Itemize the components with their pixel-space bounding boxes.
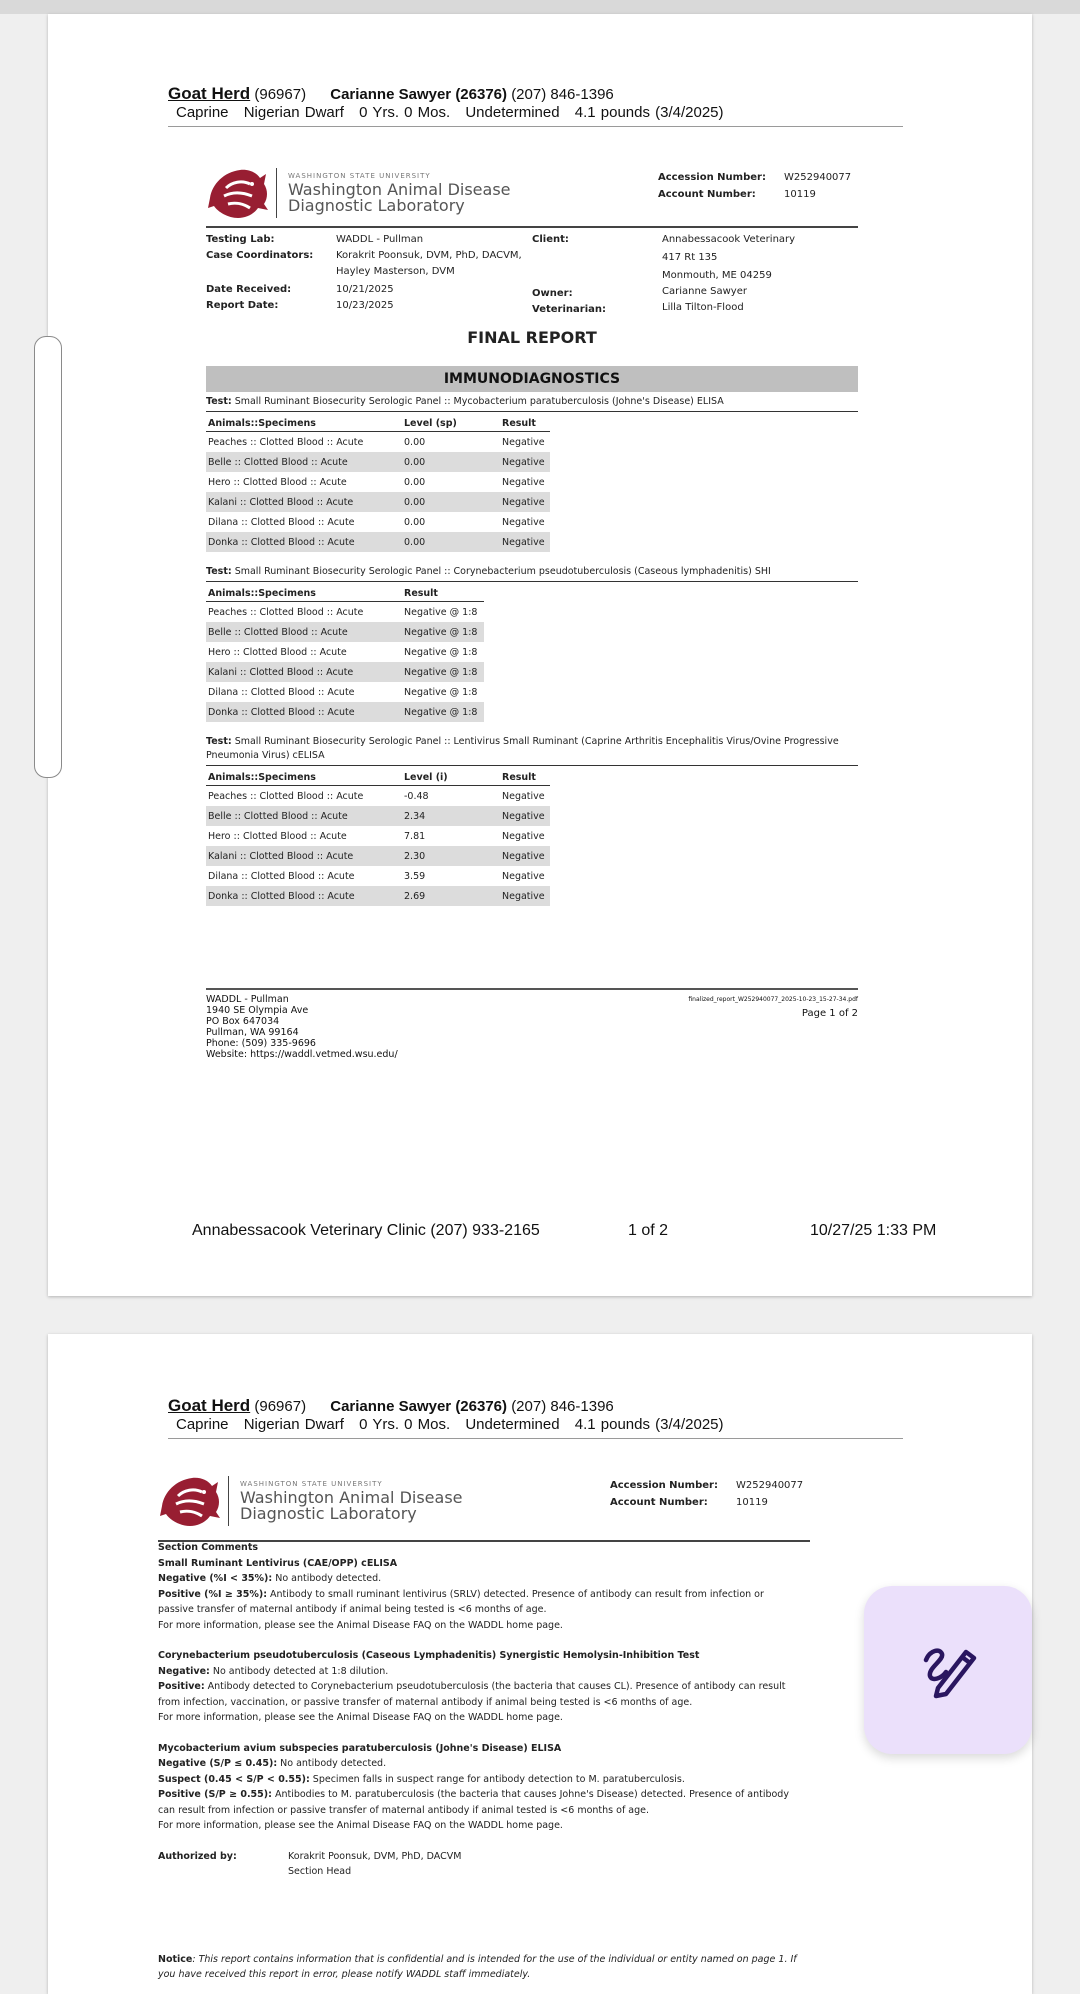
print-datetime: 10/27/25 1:33 PM [810, 1222, 937, 1239]
table-row [206, 602, 484, 623]
patient-header [168, 1392, 903, 1439]
lab-name [288, 182, 511, 214]
clinic-footer: Annabessacook Veterinary Clinic (207) 933-2165 [192, 1222, 540, 1239]
species: Caprine [176, 1416, 229, 1433]
lab-name-line1: Washington Animal Disease [288, 180, 511, 199]
report-date: 10/23/2025 [336, 300, 394, 311]
report-filename: finalized_report_W252940077_2025-10-23_15-27-34.pdf [688, 996, 858, 1003]
age: 0 Yrs. 0 Mos. [359, 1416, 451, 1433]
level-cell: 2.34 [402, 806, 500, 826]
comment-text: For more information, please see the Animal Disease FAQ on the WADDL home page. [158, 1820, 563, 1831]
report-page-number: Page 1 of 2 [801, 1008, 858, 1019]
result-cell: Negative [502, 790, 545, 802]
result-cell: Negative [502, 830, 545, 842]
account-number: 10119 [784, 189, 816, 200]
comment-block-johnes [158, 1741, 810, 1834]
specimen-cell: Peaches :: Clotted Blood :: Acute [208, 790, 364, 802]
result-cell: Negative @ 1:8 [404, 606, 478, 618]
comment-text: Antibody to small ruminant lentivirus (SRLV) detected. Presence of antibody can result from infection or [267, 1588, 764, 1600]
comment-line [158, 1664, 810, 1680]
herd-name[interactable]: Goat Herd [168, 1396, 251, 1415]
comment-title: Small Ruminant Lentivirus (CAE/OPP) cELISA [158, 1557, 398, 1569]
comment-label: Positive (%I ≥ 35%): [158, 1588, 267, 1600]
test-name: Small Ruminant Biosecurity Serologic Panel :: Corynebacterium pseudotuberculosis (Caseous lymphadenitis) SHI [234, 566, 771, 577]
wsu-cougar-logo-icon [158, 1472, 224, 1532]
level-cell: 0.00 [402, 492, 500, 512]
level-cell: 3.59 [404, 870, 426, 882]
level-cell: 0.00 [404, 476, 426, 488]
account-label: Account Number: [658, 189, 756, 200]
specimen-cell: Peaches :: Clotted Blood :: Acute [208, 606, 364, 618]
lab-report [206, 160, 858, 906]
address-line: Pullman, WA 99164 [206, 1027, 299, 1038]
account-label: Account Number: [610, 1497, 708, 1508]
coordinators-label: Case Coordinators: [206, 250, 314, 261]
report-date-label: Report Date: [206, 300, 279, 311]
table-row [206, 682, 484, 702]
specimen-cell: Dilana :: Clotted Blood :: Acute [208, 870, 355, 882]
veterinarian: Lilla Tilton-Flood [662, 302, 744, 313]
level-cell: 7.81 [404, 830, 426, 842]
specimen-cell: Belle :: Clotted Blood :: Acute [206, 806, 402, 826]
result-cell: Negative [502, 436, 545, 448]
lab-address [206, 994, 398, 1060]
case-info [206, 232, 858, 328]
address-line: PO Box 647034 [206, 1016, 280, 1027]
comment-line [158, 1772, 810, 1788]
comment-text: Specimen falls in suspect range for antibody detection to M. paratuberculosis. [309, 1773, 685, 1785]
patient-header [168, 80, 903, 127]
comment-text: Antibodies to M. paratuberculosis (the bacteria that causes Johne's Disease) detected. Presence of antibody [271, 1789, 789, 1800]
coordinators-line1: Korakrit Poonsuk, DVM, PhD, DACVM, [336, 250, 522, 261]
table-row [206, 702, 484, 722]
comment-line [158, 1803, 810, 1819]
comment-label: Suspect (0.45 < S/P < 0.55): [158, 1773, 310, 1785]
result-cell: Negative @ 1:8 [402, 702, 484, 722]
level-cell: 0.00 [402, 532, 500, 552]
breed: Nigerian Dwarf [243, 104, 344, 121]
accession-label: Accession Number: [658, 172, 766, 183]
coordinators-line2: Hayley Masterson, DVM [336, 266, 455, 277]
university-name: WASHINGTON STATE UNIVERSITY [288, 172, 431, 180]
sex: Undetermined [465, 104, 560, 121]
account-number: 10119 [736, 1497, 768, 1508]
test-prefix: Test: [206, 736, 232, 747]
address-website[interactable]: Website: https://waddl.vetmed.wsu.edu/ [206, 1049, 398, 1060]
specimen-cell: Belle :: Clotted Blood :: Acute [206, 452, 402, 472]
authorized-by [158, 1849, 810, 1889]
results-table-johnes [206, 416, 550, 552]
lab-name-line2: Diagnostic Laboratory [288, 196, 465, 215]
specimen-cell: Kalani :: Clotted Blood :: Acute [206, 662, 402, 682]
section-title: IMMUNODIAGNOSTICS [206, 366, 858, 392]
table-row [206, 846, 550, 866]
comment-line [158, 1756, 810, 1772]
column-header: Result [402, 586, 484, 602]
table-row [206, 532, 550, 552]
comment-line [158, 1602, 810, 1618]
owner-value: Carianne Sawyer [662, 286, 747, 297]
owner-label: Owner: [532, 288, 573, 299]
comment-text: passive transfer of maternal antibody if animal being tested is <6 months of age. [158, 1604, 547, 1615]
test-title-johnes [206, 392, 858, 412]
university-name: WASHINGTON STATE UNIVERSITY [240, 1480, 383, 1488]
herd-name[interactable]: Goat Herd [168, 84, 251, 103]
comment-text: Antibody detected to Corynebacterium pseudotuberculosis (the bacteria that causes CL). Presence of antibody can result [204, 1681, 786, 1692]
owner-id: (26376) [455, 1398, 508, 1415]
specimen-cell: Belle :: Clotted Blood :: Acute [206, 622, 402, 642]
result-cell: Negative @ 1:8 [404, 646, 478, 658]
comment-title: Corynebacterium pseudotuberculosis (Caseous Lymphadenitis) Synergistic Hemolysin-Inhibition Test [158, 1650, 700, 1661]
results-table-lentivirus [206, 770, 550, 906]
lab-letterhead-page2 [158, 1468, 810, 1542]
notice-text-2: you have received this report in error, please notify WADDL staff immediately. [158, 1969, 531, 1980]
comment-title: Mycobacterium avium subspecies paratuberculosis (Johne's Disease) ELISA [158, 1742, 562, 1754]
specimen-cell: Dilana :: Clotted Blood :: Acute [208, 516, 355, 528]
report-title: FINAL REPORT [467, 328, 597, 347]
column-header: Level (sp) [402, 416, 500, 432]
specimen-cell: Dilana :: Clotted Blood :: Acute [208, 686, 355, 698]
level-cell: -0.48 [404, 790, 429, 802]
table-row [206, 826, 550, 846]
notice-label: Notice [158, 1954, 193, 1965]
breed: Nigerian Dwarf [243, 1416, 344, 1433]
owner-phone: (207) 846-1396 [511, 1398, 614, 1415]
results-table-cl [206, 586, 484, 722]
client-line1: Annabessacook Veterinary [662, 234, 796, 245]
owner-phone: (207) 846-1396 [511, 86, 614, 103]
comment-line [158, 1571, 810, 1587]
lab-name-line2: Diagnostic Laboratory [240, 1504, 417, 1523]
client-label: Client: [532, 234, 569, 245]
pen-scribble-icon [916, 1638, 980, 1702]
table-row [206, 886, 550, 906]
table-row [206, 472, 550, 492]
lab-letterhead [158, 1468, 810, 1542]
viewer-top-bar [0, 0, 1080, 14]
result-cell: Negative @ 1:8 [402, 622, 484, 642]
result-cell: Negative @ 1:8 [402, 662, 484, 682]
comment-text: No antibody detected. [277, 1758, 387, 1769]
side-panel-handle[interactable] [34, 336, 62, 778]
table-row [206, 622, 484, 642]
accession-label: Accession Number: [610, 1480, 718, 1491]
table-row [206, 432, 550, 453]
table-row [206, 662, 484, 682]
client-line2: 417 Rt 135 [662, 252, 718, 263]
comment-line [158, 1618, 810, 1634]
sex: Undetermined [465, 1416, 560, 1433]
specimen-cell: Kalani :: Clotted Blood :: Acute [206, 492, 402, 512]
comment-text: No antibody detected. [272, 1573, 382, 1584]
herd-id: (96967) [254, 86, 307, 103]
section-comments [158, 1540, 810, 1889]
comment-text: For more information, please see the Animal Disease FAQ on the WADDL home page. [158, 1619, 563, 1631]
wsu-cougar-logo-icon [206, 164, 272, 224]
comment-line [158, 1787, 810, 1803]
authorized-title: Section Head [288, 1866, 352, 1877]
comment-line [158, 1818, 810, 1834]
result-cell: Negative [500, 532, 550, 552]
column-header: Level (i) [402, 770, 500, 786]
accession-number: W252940077 [784, 172, 852, 183]
authorized-name: Korakrit Poonsuk, DVM, PhD, DACVM [288, 1850, 462, 1862]
accession-block [658, 172, 858, 206]
comment-label: Positive: [158, 1681, 205, 1692]
level-cell: 0.00 [404, 516, 426, 528]
result-cell: Negative [502, 870, 545, 882]
specimen-cell: Donka :: Clotted Blood :: Acute [206, 886, 402, 906]
logo-divider [228, 1476, 229, 1526]
annotate-fab-button[interactable] [864, 1586, 1032, 1754]
specimen-cell: Donka :: Clotted Blood :: Acute [206, 702, 402, 722]
result-cell: Negative [500, 452, 550, 472]
table-row [206, 512, 550, 532]
owner-name: Carianne Sawyer [330, 86, 452, 103]
owner-id: (26376) [455, 86, 508, 103]
test-name: Small Ruminant Biosecurity Serologic Panel :: Mycobacterium paratuberculosis (Johne's Disease) ELISA [234, 396, 724, 407]
date-received-label: Date Received: [206, 284, 292, 295]
logo-divider [276, 168, 277, 218]
level-cell: 2.69 [402, 886, 500, 906]
confidentiality-notice [158, 1952, 818, 1982]
address-phone: Phone: (509) 335-9696 [206, 1038, 316, 1049]
level-cell: 2.30 [402, 846, 500, 866]
comment-text: No antibody detected at 1:8 dilution. [209, 1665, 389, 1677]
result-cell: Negative [502, 516, 545, 528]
lab-name-line1: Washington Animal Disease [240, 1488, 463, 1507]
address-line: WADDL - Pullman [206, 994, 289, 1005]
comment-line [158, 1695, 810, 1711]
comment-text: can result from infection or passive transfer of maternal antibody if animal tested is <6 months of age. [158, 1804, 650, 1816]
specimen-cell: Hero :: Clotted Blood :: Acute [208, 830, 347, 842]
column-header: Animals::Specimens [206, 586, 402, 602]
result-cell: Negative [500, 492, 550, 512]
herd-id: (96967) [254, 1398, 307, 1415]
age: 0 Yrs. 0 Mos. [359, 104, 451, 121]
test-name: Small Ruminant Biosecurity Serologic Panel :: Lentivirus Small Ruminant (Caprine Arthritis Encephalitis Virus/Ovine Progressive Pneumonia Virus) cELISA [206, 736, 839, 761]
notice-text: : This report contains information that is confidential and is intended for the use of the individual or entity named on page 1. If [192, 1954, 797, 1965]
level-cell: 0.00 [404, 436, 426, 448]
specimen-cell: Donka :: Clotted Blood :: Acute [206, 532, 402, 552]
comment-text: For more information, please see the Animal Disease FAQ on the WADDL home page. [158, 1712, 563, 1723]
comment-line [158, 1587, 810, 1603]
column-header: Result [500, 770, 550, 786]
table-row [206, 642, 484, 662]
lab-letterhead [206, 160, 858, 228]
comments-heading: Section Comments [158, 1542, 259, 1553]
table-row [206, 452, 550, 472]
column-header: Result [500, 416, 550, 432]
specimen-cell: Kalani :: Clotted Blood :: Acute [206, 846, 402, 866]
result-cell: Negative [502, 476, 545, 488]
lab-footer [206, 988, 858, 1060]
owner-name: Carianne Sawyer [330, 1398, 452, 1415]
authorized-label: Authorized by: [158, 1850, 237, 1862]
comment-label: Negative (%I < 35%): [158, 1573, 273, 1584]
comment-block-lentivirus [158, 1556, 810, 1634]
authorized-signer [288, 1849, 461, 1880]
result-cell: Negative [500, 806, 550, 826]
comment-line [158, 1710, 810, 1726]
column-header: Animals::Specimens [206, 416, 402, 432]
lab-name [240, 1490, 463, 1522]
column-header: Animals::Specimens [206, 770, 402, 786]
specimen-cell: Peaches :: Clotted Blood :: Acute [208, 436, 364, 448]
level-cell: 0.00 [402, 452, 500, 472]
species: Caprine [176, 104, 229, 121]
test-prefix: Test: [206, 396, 232, 407]
address-line: 1940 SE Olympia Ave [206, 1005, 309, 1016]
testing-lab-label: Testing Lab: [206, 234, 275, 245]
client-line3: Monmouth, ME 04259 [662, 270, 772, 281]
result-cell: Negative @ 1:8 [404, 686, 478, 698]
print-page-number: 1 of 2 [628, 1222, 669, 1239]
table-row [206, 786, 550, 807]
testing-lab: WADDL - Pullman [336, 234, 424, 245]
table-row [206, 492, 550, 512]
comment-block-cl [158, 1648, 810, 1726]
table-row [206, 806, 550, 826]
accession-block [610, 1480, 810, 1514]
result-cell: Negative [500, 886, 550, 906]
document-page-1 [48, 14, 1032, 1296]
comment-label: Negative: [158, 1665, 210, 1677]
weight: 4.1 pounds (3/4/2025) [574, 1416, 724, 1433]
test-title-lentivirus [206, 732, 858, 766]
weight: 4.1 pounds (3/4/2025) [574, 104, 724, 121]
comment-text: from infection, vaccination, or passive transfer of maternal antibody if animal being tested is <6 months of age. [158, 1696, 693, 1708]
table-row [206, 866, 550, 886]
vet-label: Veterinarian: [532, 304, 606, 315]
test-title-cl [206, 562, 858, 582]
accession-number: W252940077 [736, 1480, 804, 1491]
comment-label: Negative (S/P ≤ 0.45): [158, 1758, 278, 1769]
comment-label: Positive (S/P ≥ 0.55): [158, 1789, 272, 1800]
test-prefix: Test: [206, 566, 232, 577]
result-cell: Negative [500, 846, 550, 866]
date-received: 10/21/2025 [336, 284, 394, 295]
specimen-cell: Hero :: Clotted Blood :: Acute [208, 646, 347, 658]
specimen-cell: Hero :: Clotted Blood :: Acute [208, 476, 347, 488]
comment-line [158, 1679, 810, 1695]
